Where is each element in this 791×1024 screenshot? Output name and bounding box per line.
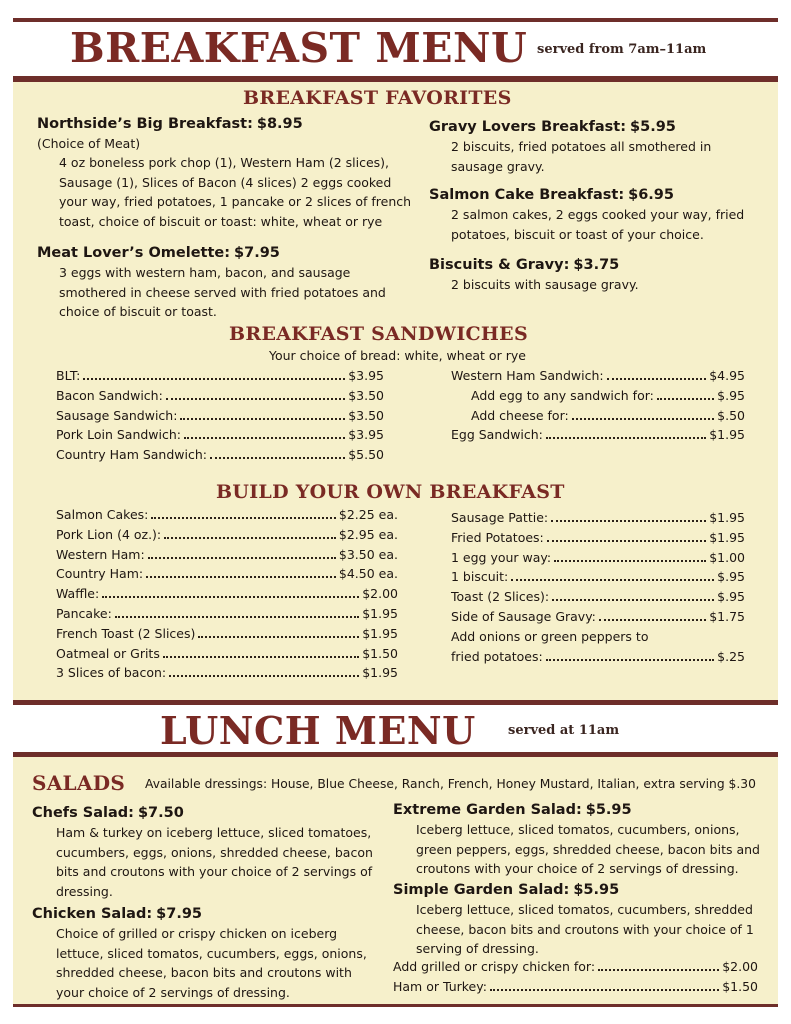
dressings-note: Available dressings: House, Blue Cheese, Ranch, French, Honey Mustard, Italian, extra serving $.30	[145, 777, 756, 791]
dot-leader	[547, 540, 706, 542]
item-name: Salmon Cakes:	[56, 507, 149, 522]
item-name: 1 biscuit:	[451, 569, 509, 585]
item-price: $1.50	[362, 645, 398, 661]
item-description: Iceberg lettuce, sliced tomatos, cucumbers, shredded cheese, bacon bits and croutons with your choice of 1 serving of dressing.	[416, 902, 754, 956]
price-row	[56, 586, 398, 606]
item-name: Sausage Sandwich:	[56, 407, 178, 423]
dot-leader	[210, 457, 345, 459]
breakfast-sandwiches-heading: BREAKFAST SANDWICHES	[229, 323, 528, 345]
dot-leader	[83, 378, 345, 380]
item-price: $1.95	[362, 665, 398, 681]
item-name: Meat Lover’s Omelette:	[37, 245, 231, 261]
price-row	[451, 550, 745, 570]
price-row	[56, 388, 384, 408]
item-description: 2 salmon cakes, 2 eggs cooked your way, fried potatoes, biscuit or toast of your choice.	[451, 207, 745, 242]
item-price: $.50	[717, 407, 745, 423]
item-price: $2.25 ea.	[338, 507, 398, 522]
item-price: $3.50	[348, 387, 384, 403]
price-row	[451, 510, 745, 530]
item-name: 1 egg your way:	[451, 549, 552, 565]
item-name: Oatmeal or Grits	[56, 645, 160, 661]
dot-leader	[599, 619, 706, 621]
price-row	[56, 427, 384, 447]
item-price: $7.95	[234, 245, 280, 261]
price-row	[56, 368, 384, 388]
dot-leader	[511, 579, 714, 581]
dot-leader	[572, 418, 714, 420]
menu-item	[32, 803, 377, 901]
dot-leader	[551, 520, 706, 522]
item-description: 3 eggs with western ham, bacon, and sausage smothered in cheese served with fried potatoes and choice of biscuit or toast.	[59, 265, 386, 319]
item-name: Fried Potatoes:	[451, 529, 544, 545]
item-name: Egg Sandwich:	[451, 427, 543, 443]
menu-item	[429, 185, 759, 244]
item-name: Toast (2 Slices):	[451, 589, 550, 605]
price-row	[451, 569, 745, 589]
item-name: Side of Sausage Gravy:	[451, 608, 596, 624]
item-name: Country Ham Sandwich:	[56, 447, 207, 463]
price-row	[451, 427, 745, 447]
price-row	[56, 626, 398, 646]
item-name: Waffle:	[56, 586, 100, 602]
item-name: Country Ham:	[56, 566, 144, 582]
item-price: $.95	[717, 387, 745, 403]
item-name: Extreme Garden Salad:	[393, 802, 582, 818]
item-name: Bacon Sandwich:	[56, 387, 163, 403]
menu-item	[393, 880, 765, 959]
item-price: $1.95	[362, 625, 398, 641]
item-price: $4.50 ea.	[338, 566, 398, 582]
price-row	[451, 609, 745, 629]
dot-leader	[607, 378, 707, 380]
price-row	[393, 959, 758, 979]
lunch-served-hours: served at 11am	[508, 723, 620, 738]
item-description: Iceberg lettuce, sliced tomatos, cucumbers, onions, green peppers, eggs, shredded cheese, bacon bits and croutons with your choice of 2 servings of dressing.	[416, 822, 760, 876]
menu-item	[37, 114, 417, 231]
dot-leader	[102, 596, 359, 598]
item-name: Pork Lion (4 oz.):	[56, 526, 162, 542]
price-row	[451, 589, 745, 609]
price-row	[56, 566, 398, 586]
item-price: $5.95	[573, 882, 620, 898]
dot-leader	[657, 398, 714, 400]
item-name: Simple Garden Salad:	[393, 882, 570, 898]
item-name: Western Ham:	[56, 546, 145, 562]
item-name: Pancake:	[56, 605, 112, 621]
divider	[13, 76, 778, 82]
item-price: $8.95	[256, 116, 303, 132]
item-name: Salmon Cake Breakfast:	[429, 187, 625, 203]
price-row	[451, 408, 745, 428]
item-price: $1.95	[709, 427, 745, 443]
item-name: Gravy Lovers Breakfast:	[429, 119, 627, 135]
item-price: $1.75	[709, 608, 745, 624]
item-name: Add cheese for:	[471, 407, 569, 423]
dot-leader	[546, 437, 706, 439]
item-note: (Choice of Meat)	[37, 136, 141, 151]
menu-item	[32, 904, 377, 1002]
sandwich-list-left	[56, 368, 384, 467]
divider	[13, 18, 778, 22]
dot-leader	[554, 560, 706, 562]
salads-heading: SALADS	[32, 771, 126, 795]
item-name: Add grilled or crispy chicken for:	[393, 959, 596, 974]
item-price: $.95	[717, 569, 745, 585]
item-price: $2.95 ea.	[338, 526, 398, 542]
item-description: Ham & turkey on iceberg lettuce, sliced tomatoes, cucumbers, eggs, onions, shredded cheese, bacon bits and croutons with your choice of 2 servings of dressing.	[56, 825, 373, 899]
item-name: Pork Loin Sandwich:	[56, 427, 182, 443]
item-name: French Toast (2 Slices)	[56, 625, 196, 641]
item-description: 4 oz boneless pork chop (1), Western Ham (2 slices), Sausage (1), Slices of Bacon (4 slices) 2 eggs cooked your way, fried potatoes, 1 pancake or 2 slices of french toast, choice of biscuit or toast: white, wheat or rye	[59, 155, 412, 229]
item-price: $1.95	[709, 510, 745, 525]
bread-choice-note: Your choice of bread: white, wheat or rye	[269, 348, 526, 363]
item-name: Biscuits & Gravy:	[429, 257, 570, 273]
price-row	[451, 629, 745, 649]
item-price: $6.95	[628, 187, 674, 203]
item-description: 2 biscuits with sausage gravy.	[451, 277, 639, 292]
item-price: $5.95	[585, 802, 632, 818]
dot-leader	[184, 437, 345, 439]
item-price: $1.95	[362, 605, 398, 621]
dot-leader	[546, 659, 714, 661]
dot-leader	[198, 636, 359, 638]
item-name: Western Ham Sandwich:	[451, 368, 604, 383]
breakfast-menu-title: BREAKFAST MENU	[70, 24, 528, 72]
item-description: 2 biscuits, fried potatoes all smothered in sausage gravy.	[451, 139, 712, 174]
item-name: Add egg to any sandwich for:	[471, 387, 654, 403]
item-price: $3.95	[348, 368, 384, 383]
divider	[13, 1004, 778, 1007]
item-name: Northside’s Big Breakfast:	[37, 116, 253, 132]
sandwich-list-right	[451, 368, 745, 447]
item-price: $2.00	[362, 586, 398, 602]
menu-item	[37, 243, 417, 322]
item-name: Chicken Salad:	[32, 906, 153, 922]
item-price: $3.50 ea.	[338, 546, 398, 562]
item-price: $1.00	[709, 549, 745, 565]
dot-leader	[166, 398, 345, 400]
dot-leader	[151, 517, 336, 519]
item-price: $1.95	[709, 529, 745, 545]
dot-leader	[164, 537, 336, 539]
price-row	[56, 547, 398, 567]
item-price: $7.50	[137, 805, 184, 821]
price-row	[56, 606, 398, 626]
price-row	[56, 646, 398, 666]
divider	[13, 700, 778, 705]
item-price: $7.95	[156, 906, 203, 922]
dot-leader	[163, 656, 359, 658]
menu-item	[393, 800, 765, 879]
item-name: Add onions or green peppers to	[451, 628, 649, 644]
price-row	[56, 527, 398, 547]
price-row	[56, 507, 398, 527]
menu-item	[429, 255, 759, 295]
item-name: 3 Slices of bacon:	[56, 665, 167, 681]
price-row	[451, 649, 745, 669]
item-description: Choice of grilled or crispy chicken on iceberg lettuce, sliced tomatos, cucumbers, eggs, onions, shredded cheese, bacon bits and croutons with your choice of 2 servings of dressing.	[56, 926, 367, 1000]
item-price: $.25	[717, 648, 745, 664]
salad-addons-list	[393, 959, 758, 999]
item-price: $5.50	[348, 447, 384, 463]
price-row	[393, 979, 758, 999]
item-name: fried potatoes:	[451, 648, 543, 664]
breakfast-favorites-heading: BREAKFAST FAVORITES	[243, 87, 512, 109]
dot-leader	[552, 599, 714, 601]
dot-leader	[490, 989, 719, 991]
item-name: BLT:	[56, 368, 81, 383]
dot-leader	[146, 576, 336, 578]
price-row	[451, 368, 745, 388]
item-price: $5.95	[630, 119, 676, 135]
item-price: $4.95	[709, 368, 745, 383]
item-price: $2.00	[722, 959, 758, 974]
item-price: $.95	[717, 589, 745, 605]
dot-leader	[148, 557, 336, 559]
item-name: Sausage Pattie:	[451, 510, 549, 525]
dot-leader	[115, 616, 359, 618]
item-price: $3.75	[573, 257, 620, 273]
build-your-own-heading: BUILD YOUR OWN BREAKFAST	[216, 481, 565, 503]
price-row	[56, 408, 384, 428]
breakfast-served-hours: served from 7am–11am	[537, 42, 707, 57]
price-row	[56, 665, 398, 685]
item-price: $3.95	[348, 427, 384, 443]
price-row	[451, 388, 745, 408]
lunch-menu-title: LUNCH MENU	[160, 708, 476, 753]
dot-leader	[180, 418, 345, 420]
menu-item	[429, 117, 759, 176]
price-row	[56, 447, 384, 467]
price-row	[451, 530, 745, 550]
dot-leader	[598, 969, 719, 971]
item-name: Ham or Turkey:	[393, 978, 487, 994]
build-list-left	[56, 507, 398, 685]
item-price: $1.50	[722, 978, 758, 994]
dot-leader	[169, 675, 359, 677]
build-list-right	[451, 510, 745, 668]
item-price: $3.50	[348, 407, 384, 423]
item-name: Chefs Salad:	[32, 805, 134, 821]
